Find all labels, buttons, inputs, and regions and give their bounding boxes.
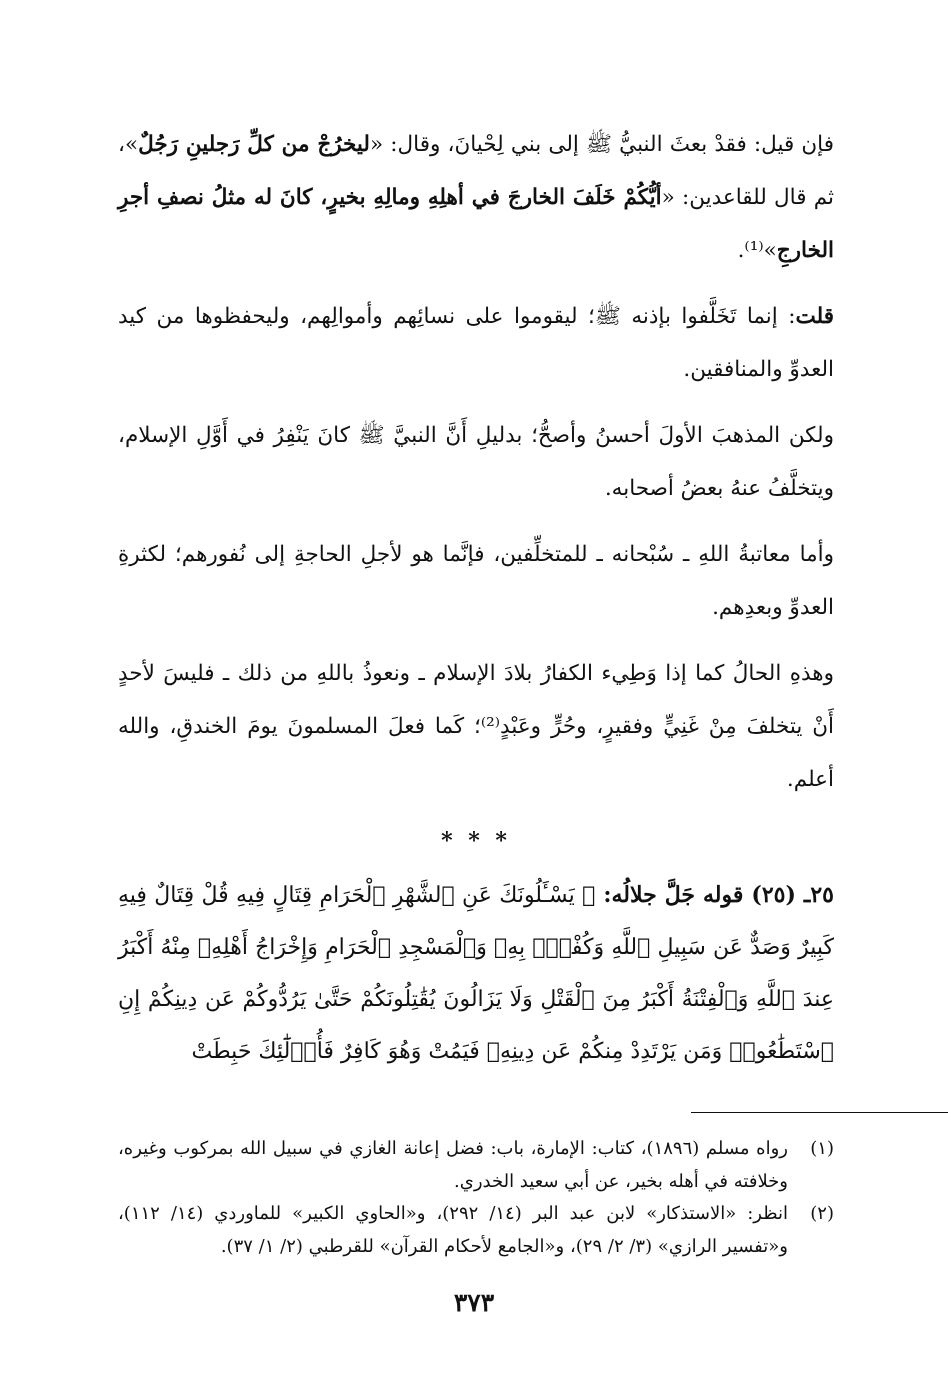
paragraph-preferred-opinion — [118, 409, 834, 515]
paragraph-objection — [118, 118, 834, 277]
quran-verse: ﴿ يَسْـَٔلُونَكَ عَنِ ٱلشَّهْرِ ٱلْحَرَامِ قِتَالٍ فِيهِ قُلْ قِتَالٌ فِيهِ كَبِيرٌ وَصَدٌّ عَن سَبِيلِ ٱللَّهِ وَكُفْرٌۢ بِهِۦ وَٱلْمَسْجِدِ ٱلْحَرَامِ وَإِخْرَاجُ أَهْلِهِۦ مِنْهُ أَكْبَرُ عِندَ ٱللَّهِ وَٱلْفِتْنَةُ أَكْبَرُ مِنَ ٱلْقَتْلِ وَلَا يَزَالُونَ يُقَٰتِلُونَكُمْ حَتَّىٰ يَرُدُّوكُمْ عَن دِينِكُمْ إِنِ ٱسْتَطَٰعُوا۟ وَمَن يَرْتَدِدْ مِنكُمْ عَن دِينِهِۦ فَيَمُتْ وَهُوَ كَافِرٌ فَأُو۟لَٰٓئِكَ حَبِطَتْ — [118, 883, 834, 1064]
reply-label: قلت — [795, 304, 834, 329]
footnote-ref-1: »⁽¹⁾. — [737, 238, 777, 263]
section-divider: * * * — [441, 828, 511, 854]
footnote — [118, 1198, 834, 1263]
paragraph-reply — [118, 290, 834, 396]
verse-section-label: ٢٥ـ (٢٥) قوله جَلَّ جلالُه: — [595, 882, 834, 908]
footnote-separator — [691, 1112, 948, 1113]
verse-section — [118, 869, 834, 1078]
paragraph-5-text: وهذهِ الحالُ كما إذا وَطِيء الكفارُ بلادَ الإسلام ـ ونعوذُ باللهِ من ذلك ـ فليسَ لأحدٍ أَنْ يتخلفَ مِنْ غَنِيٍّ وفقيرٍ، وحُرٍّ وعَبْدٍ⁽²⁾؛ كَما فعلَ المسلمونَ يومَ الخندقِ، والله أعلم. — [118, 661, 834, 792]
paragraph-4-text: وأما معاتبةُ اللهِ ـ سُبْحانه ـ للمتخلِّفين، فإنَّما هو لأجلِ الحاجةِ إلى نُفورهم؛ لكثرةِ العدوِّ وبعدِهم. — [118, 542, 834, 620]
paragraph-rebuke — [118, 528, 834, 634]
footnote-separator-wrap — [118, 1112, 834, 1113]
page-body — [118, 118, 834, 1263]
paragraph-3-text: ولكن المذهبَ الأولَ أحسنُ وأصحُّ؛ بدليلِ أَنَّ النبيَّ ﷺ كانَ يَنْفِرُ في أَوَّلِ الإسلام، ويتخلَّفُ عنهُ بعضُ أصحابه. — [118, 423, 834, 501]
hadith-quote-1: ليخرُجْ من كلِّ رَجلينِ رَجُلٌ — [138, 132, 370, 157]
page-number: ٣٧٣ — [453, 1288, 495, 1317]
paragraph-1-part-3: »، ثم قال للقاعدين: « — [118, 132, 835, 210]
hadith-quote-2: أيُّكُمْ خَلَفَ الخارجَ في أهلِهِ ومالِهِ بخيرٍ، كانَ له مثلُ نصفِ أجرِ الخارجِ — [118, 185, 834, 263]
paragraph-1-part-1: فإن قيل: فقدْ بعثَ النبيُّ ﷺ إلى بني لِحْيانَ، وقال: « — [369, 132, 834, 157]
footnote-number: (١) — [810, 1138, 834, 1159]
paragraph-invasion — [118, 647, 834, 806]
paragraph-2-text: : إنما تَخَلَّفوا بإذنه ﷺ؛ ليقوموا على نسائِهم وأموالِهم، وليحفظوها من كيد العدوِّ والمنافقين. — [118, 304, 834, 382]
footnote-number: (٢) — [810, 1203, 834, 1224]
footnotes — [118, 1133, 834, 1263]
footnote — [118, 1133, 834, 1198]
footnote-text: رواه مسلم (١٨٩٦)، كتاب: الإمارة، باب: فضل إعانة الغازي في سبيل الله بمركوب وغيره، وخلافته في أهله بخير، عن أبي سعيد الخدري. — [118, 1138, 788, 1192]
footnote-text: انظر: «الاستذكار» لابن عبد البر (١٤/ ٢٩٢)، و«الحاوي الكبير» للماوردي (١٤/ ١١٢)، و«تفسير الرازي» (٣/ ٢/ ٢٩)، و«الجامع لأحكام القرآن» للقرطبي (٢/ ١/ ٣٧). — [118, 1203, 788, 1257]
